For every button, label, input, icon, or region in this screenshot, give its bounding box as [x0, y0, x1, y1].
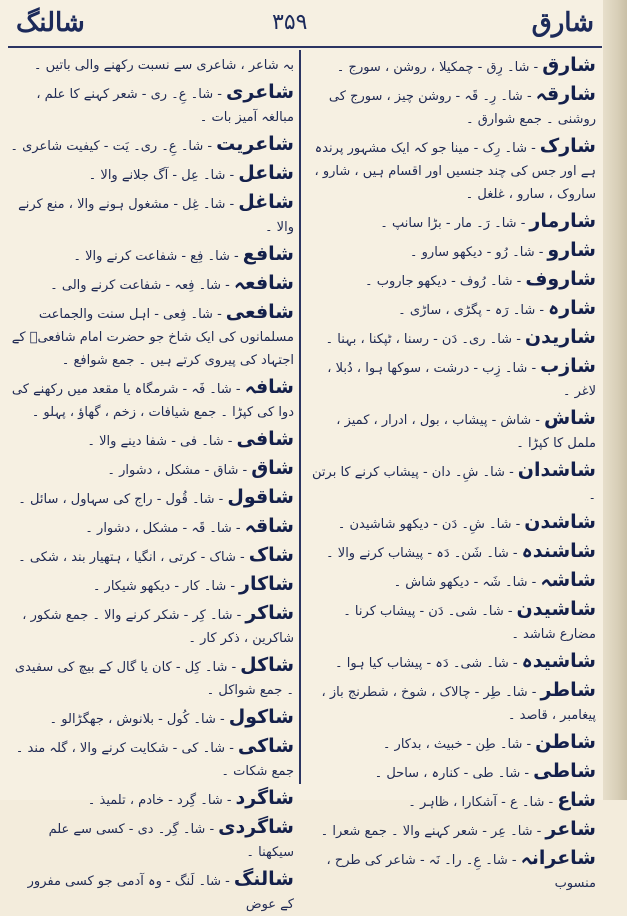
dictionary-entry: [306, 297, 596, 322]
dictionary-entry: [306, 679, 596, 727]
entry-headword: شافی: [236, 428, 294, 450]
entry-definition: - شا۔ طی - کنارہ ، ساحل ۔: [374, 766, 530, 781]
dictionary-entry: [306, 847, 596, 895]
entry-headword: شارک: [539, 135, 596, 157]
entry-definition: - شا۔ فِعہ - شفاعت کرنے والی ۔: [50, 278, 230, 293]
dictionary-entry: [306, 459, 596, 507]
entry-definition: - شاش - پیشاب ، بول ، ادرار ، کمیز ، ململ کا کپڑا ۔: [336, 413, 596, 451]
dictionary-entry: [306, 268, 596, 293]
dictionary-entry: [10, 54, 294, 77]
entry-definition: - شا۔ طِر - چالاک ، شوخ ، شطرنج باز ، پیغامبر ، قاصد ۔: [321, 685, 596, 723]
entry-definition: - شا۔ عِ۔ ری۔ یَت - کیفیت شاعری ۔: [10, 139, 213, 154]
dictionary-entry: [306, 598, 596, 646]
entry-headword: شازب: [540, 355, 596, 377]
entry-definition: - شا۔ قُول - راج کی سہاول ، سائل ۔: [18, 492, 224, 507]
dictionary-entry: [10, 81, 294, 129]
dictionary-entry: [10, 243, 294, 268]
entry-definition: - شا۔ شی۔ دَن - پیشاب کرنا ۔ مضارع شاشد ۔: [343, 604, 596, 642]
entry-headword: شاق: [251, 457, 294, 479]
dictionary-entry: [10, 602, 294, 650]
dictionary-entry: [10, 457, 294, 482]
dictionary-entry: [306, 407, 596, 455]
entry-definition: - شا۔ عِ۔ را۔ نَہ - شاعر کی طرح ، منسوب: [326, 853, 596, 891]
entry-definition: - شا۔ ری۔ دَن - رسنا ، ٹپکنا ، بہنا ۔: [325, 332, 521, 347]
dictionary-entry: [10, 735, 294, 783]
entry-headword: شاطی: [533, 760, 596, 782]
entry-definition: - شا۔ شِ۔ دان - پیشاب کرنے کا برتن ۔: [312, 465, 596, 503]
entry-definition: - شا۔ شَن۔ دَہ - پیشاب کرنے والا ۔: [326, 546, 518, 561]
entry-headword: شاشیدہ: [521, 650, 596, 672]
entry-definition: - شا۔ غِل - مشغول ہونے والا ، منع کرنے والا ۔: [18, 197, 294, 235]
dictionary-entry: [10, 428, 294, 453]
entry-headword: شارہ: [548, 297, 596, 319]
entry-headword: شارق: [542, 54, 596, 76]
dictionary-entry: [10, 544, 294, 569]
dictionary-entry: [10, 573, 294, 598]
entry-headword: شافع: [242, 243, 294, 265]
dictionary-entry: [306, 818, 596, 843]
entry-definition: - شاق - مشکل ، دشوار ۔: [107, 463, 248, 478]
entry-definition: - شا۔ رِک - مینا جو کہ ایک مشہور پرندہ ہے اور جس کی چند جنسیں اور اقسام ہیں ، شارو ، ساروک ، سارو ، غلغل ۔: [314, 141, 596, 202]
entry-headword: شاکار: [239, 573, 294, 595]
entry-headword: شالنگ: [233, 868, 294, 890]
entry-headword: شاعر: [545, 818, 596, 840]
entry-headword: شافہ: [244, 376, 294, 398]
entry-headword: شاشدان: [517, 459, 596, 481]
entry-definition: - شا۔ عِ۔ ری - شعر کہنے کا علم ، مبالغہ آمیز بات ۔: [36, 87, 294, 125]
page-binding-edge: [603, 0, 627, 800]
dictionary-entry: [10, 376, 294, 424]
entry-headword: شاغل: [238, 191, 294, 213]
dictionary-entry: [306, 511, 596, 536]
entry-headword: شاکر: [245, 602, 294, 624]
dictionary-entry: [306, 731, 596, 756]
dictionary-entry: [306, 569, 596, 594]
left-column: [10, 54, 294, 912]
entry-definition: - شا۔ کار - دیکھو شیکار ۔: [92, 579, 236, 594]
entry-definition: - شا۔ لَنگ - وہ آدمی جو کسی مفرور کے عوض: [27, 874, 294, 912]
entry-definition: - شا۔ کِل - کان یا گال کے بیچ کی سفیدی ۔ جمع شواکل ۔: [14, 660, 294, 698]
entry-definition: - شا۔ رِق - چمکیلا ، روشن ، سورج ۔: [336, 60, 539, 75]
entry-headword: شاعل: [238, 162, 294, 184]
entry-definition: - شا۔ رُو - دیکھو سارو ۔: [409, 245, 544, 260]
dictionary-entry: [10, 706, 294, 731]
entry-definition: - شا۔ رُوف - دیکھو جاروب ۔: [364, 274, 522, 289]
entry-headword: شافعی: [225, 301, 294, 323]
entry-definition: - شاک - کرتی ، انگیا ، ہتھیار بند ، شکی ۔: [18, 550, 245, 565]
page-header: [12, 8, 602, 44]
dictionary-entry: [10, 515, 294, 540]
entry-definition: - شا۔ شَہ - دیکھو شاش ۔: [393, 575, 537, 590]
dictionary-entry: [306, 83, 596, 131]
dictionary-entry: [10, 301, 294, 372]
entry-headword: شارمار: [529, 210, 596, 232]
entry-headword: شارو: [547, 239, 596, 261]
dictionary-entry: [306, 54, 596, 79]
dictionary-entry: [306, 540, 596, 565]
dictionary-entry: [10, 816, 294, 864]
entry-headword: شاکل: [240, 654, 294, 676]
entry-headword: شاش: [543, 407, 596, 429]
entry-definition: - شا۔ رَہ - پگڑی ، ساڑی ۔: [398, 303, 545, 318]
dictionary-entry: [306, 239, 596, 264]
dictionary-entry: [306, 135, 596, 206]
dictionary-entry: [306, 355, 596, 403]
entry-definition: - شا۔ ع - آشکارا ، ظاہر ۔: [408, 795, 554, 810]
entry-definition: - شا۔ گِر۔ دی - کسی سے علم سیکھنا ۔: [48, 822, 294, 860]
entry-headword: شاطن: [535, 731, 596, 753]
entry-definition: - شا۔ رَ۔ مار - بڑا سانپ ۔: [380, 216, 526, 231]
entry-definition: - شا۔ عِل - آگ جلانے والا ۔: [88, 168, 235, 183]
entry-headword: شاشہ: [540, 569, 596, 591]
page-number: ۳۵۹: [272, 10, 308, 35]
dictionary-entry: [10, 133, 294, 158]
entry-headword: شاع: [557, 789, 596, 811]
entry-definition: - شا۔ زِب - درشت ، سوکھا ہوا ، دُبلا ، لاغر ۔: [327, 361, 596, 399]
entry-definition: - شا۔ کِر - شکر کرنے والا ۔ جمع شکور ، شاکرین ، ذکر کار ۔: [22, 608, 294, 646]
entry-definition: - شا۔ فِع - شفاعت کرنے والا ۔: [73, 249, 239, 264]
entry-headword: شاشیدن: [516, 598, 596, 620]
entry-headword: شاعرانہ: [520, 847, 596, 869]
dictionary-entry: [306, 760, 596, 785]
header-last-word: شالنگ: [16, 8, 85, 38]
column-divider: [299, 50, 301, 784]
entry-definition: - شا۔ شِ۔ دَن - دیکھو شاشیدن ۔: [337, 517, 521, 532]
dictionary-entry: [10, 787, 294, 812]
entry-headword: شاروف: [525, 268, 596, 290]
entry-headword: شاقہ: [244, 515, 294, 537]
entry-definition: - شا۔ طِن - خبیث ، بدکار ۔: [382, 737, 532, 752]
entry-definition: - شا۔ فَہ - شرمگاہ یا مقعد میں رکھنے کی دوا کی کپڑا ۔ جمع شیافات ، زخم ، گھاؤ ، پہلو ۔: [11, 382, 294, 420]
dictionary-entry: [10, 272, 294, 297]
entry-headword: شاشندہ: [521, 540, 596, 562]
entry-headword: شاگردی: [218, 816, 294, 838]
entry-definition: - شا۔ رِ۔ قَہ - روشن چیز ، سورج کی روشنی ۔ جمع شوارق ۔: [328, 89, 596, 127]
entry-headword: شاعری: [225, 81, 294, 103]
entry-definition: - شا۔ فِعی - اہل سنت والجماعت مسلمانوں کی ایک شاخ جو حضرت امام شافعیؒ کے اجتہاد کی پیروی کرتے ہیں ۔ جمع شوافع ۔: [11, 307, 294, 368]
dictionary-entry: [306, 650, 596, 675]
dictionary-entry: [10, 654, 294, 702]
entry-definition: - شا۔ گِرد - خادم ، تلمیذ ۔: [87, 793, 232, 808]
entry-headword: شافعہ: [233, 272, 294, 294]
header-first-word: شارق: [531, 8, 594, 38]
entry-definition: - شا۔ قَہ - مشکل ، دشوار ۔: [85, 521, 241, 536]
dictionary-entry: [306, 210, 596, 235]
entry-headword: شاقول: [227, 486, 294, 508]
dictionary-entry: [306, 326, 596, 351]
header-rule: [8, 46, 602, 48]
entry-definition: - شا۔ کُول - بلانوش ، جھگڑالو ۔: [49, 712, 225, 727]
entry-headword: شاطر: [540, 679, 596, 701]
entry-headword: شاگرد: [235, 787, 294, 809]
dictionary-entry: [10, 162, 294, 187]
entry-headword: شاریدن: [524, 326, 596, 348]
dictionary-entry: [10, 191, 294, 239]
dictionary-entry: [306, 789, 596, 814]
entry-definition: - شا۔ فی - شفا دینے والا ۔: [87, 434, 233, 449]
dictionary-entry: [10, 868, 294, 916]
dictionary-entry: [10, 486, 294, 511]
entry-definition: - شا۔ کی - شکایت کرنے والا ، گلہ مند ۔ جمع شکات ۔: [15, 741, 294, 779]
entry-headword: شارقہ: [535, 83, 596, 105]
entry-definition: - شا۔ عِر - شعر کہنے والا ۔ جمع شعرا ۔: [320, 824, 542, 839]
entry-headword: شاعریت: [216, 133, 294, 155]
entry-headword: شاکول: [228, 706, 294, 728]
entry-definition: بہ شاعر ، شاعری سے نسبت رکھنے والی باتیں ۔: [33, 58, 294, 73]
entry-headword: شاک: [248, 544, 294, 566]
right-column: [306, 54, 596, 891]
entry-headword: شاکی: [237, 735, 294, 757]
entry-definition: - شا۔ شی۔ دَہ - پیشاب کیا ہوا ۔: [334, 656, 518, 671]
entry-headword: شاشدن: [524, 511, 596, 533]
